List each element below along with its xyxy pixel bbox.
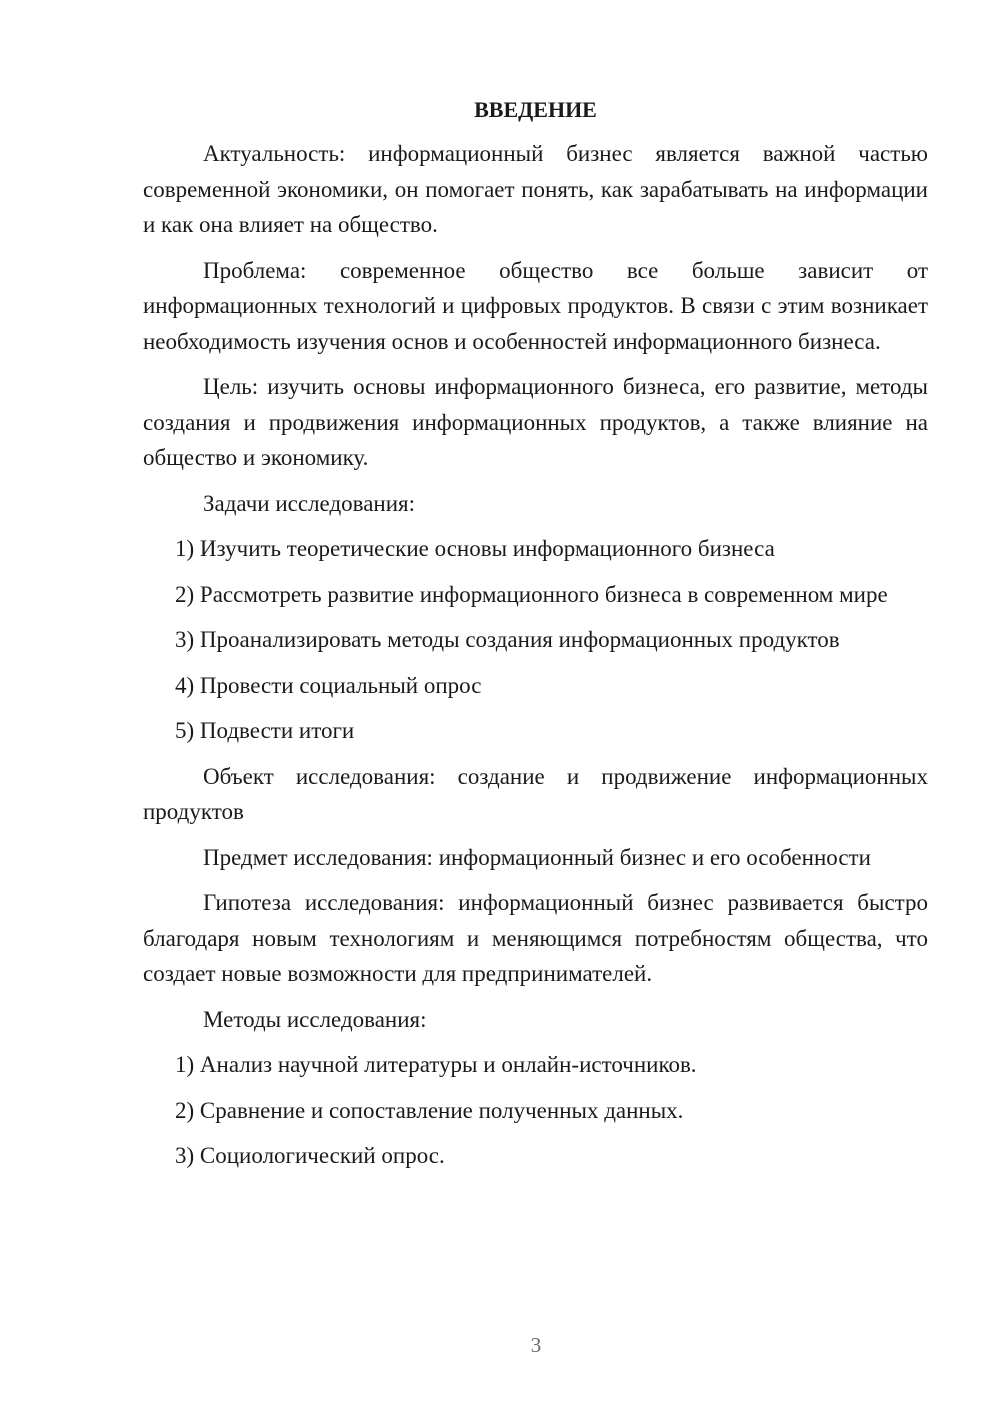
task-item: 2) Рассмотреть развитие информационного бизнеса в современном мире	[175, 581, 888, 607]
hypothesis-paragraph: Гипотеза исследования: информационный бизнес развивается быстро благодаря новым технологиям и меняющимся потребностям общества, что создает новые возможности для предпринимателей.	[143, 890, 928, 986]
goal-paragraph: Цель: изучить основы информационного бизнеса, его развитие, методы создания и продвижения информационных продуктов, а также влияние на общество и экономику.	[143, 374, 928, 470]
page-number: 3	[530, 1333, 542, 1357]
methods-heading: Методы исследования:	[203, 1006, 427, 1032]
task-item: 4) Провести социальный опрос	[175, 672, 482, 698]
task-item: 5) Подвести итоги	[175, 718, 355, 743]
method-item: 1) Анализ научной литературы и онлайн-источников.	[175, 1052, 697, 1077]
page-content	[143, 94, 928, 1184]
task-item: 1) Изучить теоретические основы информационного бизнеса	[175, 536, 775, 561]
relevance-paragraph: Актуальность: информационный бизнес является важной частью современной экономики, он помогает понять, как зарабатывать на информации и как она влияет на общество.	[143, 141, 928, 237]
subject-paragraph: Предмет исследования: информационный бизнес и его особенности	[203, 844, 871, 870]
object-paragraph: Объект исследования: создание и продвижение информационных продуктов	[143, 763, 928, 824]
section-title: ВВЕДЕНИЕ	[474, 97, 597, 122]
task-item: 3) Проанализировать методы создания информационных продуктов	[175, 627, 840, 652]
method-item: 2) Сравнение и сопоставление полученных данных.	[175, 1097, 684, 1123]
problem-paragraph: Проблема: современное общество все больше зависит от информационных технологий и цифровых продуктов. В связи с этим возникает необходимость изучения основ и особенностей информационного бизнеса.	[143, 257, 928, 354]
tasks-heading: Задачи исследования:	[203, 490, 416, 516]
method-item: 3) Социологический опрос.	[175, 1143, 445, 1168]
